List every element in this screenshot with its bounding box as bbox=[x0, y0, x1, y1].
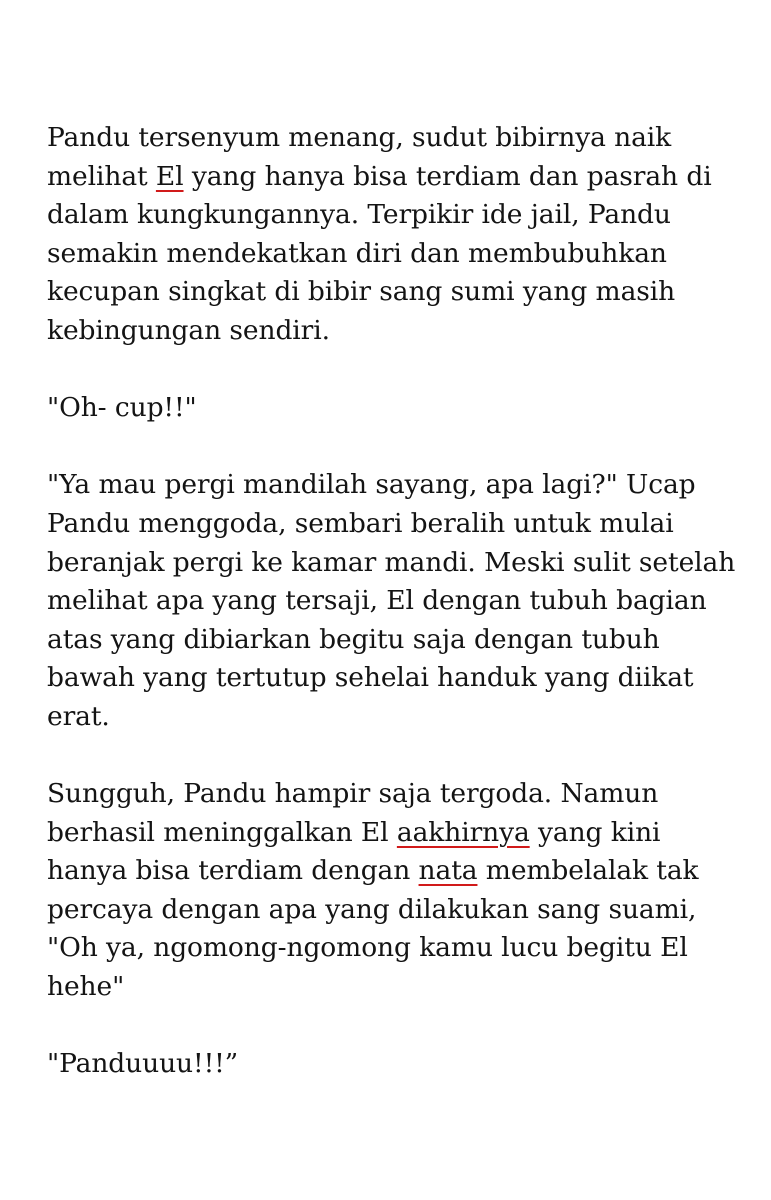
text-line bbox=[47, 158, 737, 197]
text-segment: Sungguh, Pandu hampir saja tergoda. Namun bbox=[47, 778, 659, 810]
text-segment: "Oh ya, ngomong-ngomong kamu lucu begitu El bbox=[47, 932, 688, 964]
text-segment: "Oh- cup!!" bbox=[47, 392, 197, 424]
text-line bbox=[47, 659, 737, 698]
text-line bbox=[47, 775, 737, 814]
text-line bbox=[47, 196, 737, 235]
text-line bbox=[47, 968, 737, 1007]
text-line bbox=[47, 235, 737, 274]
text-segment: membelalak tak bbox=[477, 855, 699, 887]
text-line bbox=[47, 312, 737, 351]
text-segment: semakin mendekatkan diri dan membubuhkan bbox=[47, 237, 667, 269]
paragraph bbox=[47, 389, 737, 428]
text-line bbox=[47, 544, 737, 583]
paragraph-gap bbox=[47, 737, 737, 776]
text-segment: beranjak pergi ke kamar mandi. Meski sulit setelah bbox=[47, 546, 736, 578]
paragraph bbox=[47, 1045, 737, 1084]
text-line bbox=[47, 891, 737, 930]
text-line bbox=[47, 466, 737, 505]
paragraph bbox=[47, 775, 737, 1007]
text-line bbox=[47, 852, 737, 891]
text-segment: kecupan singkat di bibir sang sumi yang masih bbox=[47, 276, 676, 308]
text-segment: kebingungan sendiri. bbox=[47, 314, 330, 346]
text-segment: "Ya mau pergi mandilah sayang, apa lagi?" Ucap bbox=[47, 469, 696, 501]
text-segment: yang kini bbox=[529, 816, 661, 848]
text-line bbox=[47, 119, 737, 158]
paragraph-gap bbox=[47, 428, 737, 467]
misspelled-word: nata bbox=[418, 855, 478, 887]
text-line bbox=[47, 389, 737, 428]
text-line bbox=[47, 273, 737, 312]
text-line bbox=[47, 929, 737, 968]
misspelled-word: aakhirnya bbox=[396, 816, 530, 848]
text-line bbox=[47, 1045, 737, 1084]
text-segment: melihat apa yang tersaji, El dengan tubuh bagian bbox=[47, 585, 707, 617]
text-segment: bawah yang tertutup sehelai handuk yang diikat bbox=[47, 662, 694, 694]
paragraph bbox=[47, 466, 737, 736]
text-segment: Pandu menggoda, sembari beralih untuk mulai bbox=[47, 507, 674, 539]
text-segment: atas yang dibiarkan begitu saja dengan tubuh bbox=[47, 623, 660, 655]
text-segment: yang hanya bisa terdiam dan pasrah di bbox=[183, 160, 712, 192]
text-segment: hehe" bbox=[47, 971, 125, 1003]
text-line bbox=[47, 814, 737, 853]
paragraph-gap bbox=[47, 1007, 737, 1046]
misspelled-word: El bbox=[155, 160, 184, 192]
text-segment: berhasil meninggalkan El bbox=[47, 816, 397, 848]
text-segment: "Panduuuu!!!” bbox=[47, 1048, 239, 1080]
text-line bbox=[47, 621, 737, 660]
text-line bbox=[47, 505, 737, 544]
text-segment: dalam kungkungannya. Terpikir ide jail, Pandu bbox=[47, 199, 671, 231]
paragraph bbox=[47, 119, 737, 351]
text-segment: erat. bbox=[47, 700, 110, 732]
text-line bbox=[47, 698, 737, 737]
text-segment: hanya bisa terdiam dengan bbox=[47, 855, 419, 887]
text-segment: percaya dengan apa yang dilakukan sang suami, bbox=[47, 893, 697, 925]
text-line bbox=[47, 582, 737, 621]
text-segment: melihat bbox=[47, 160, 156, 192]
document-body bbox=[47, 119, 737, 1084]
text-segment: Pandu tersenyum menang, sudut bibirnya naik bbox=[47, 122, 672, 153]
paragraph-gap bbox=[47, 351, 737, 390]
